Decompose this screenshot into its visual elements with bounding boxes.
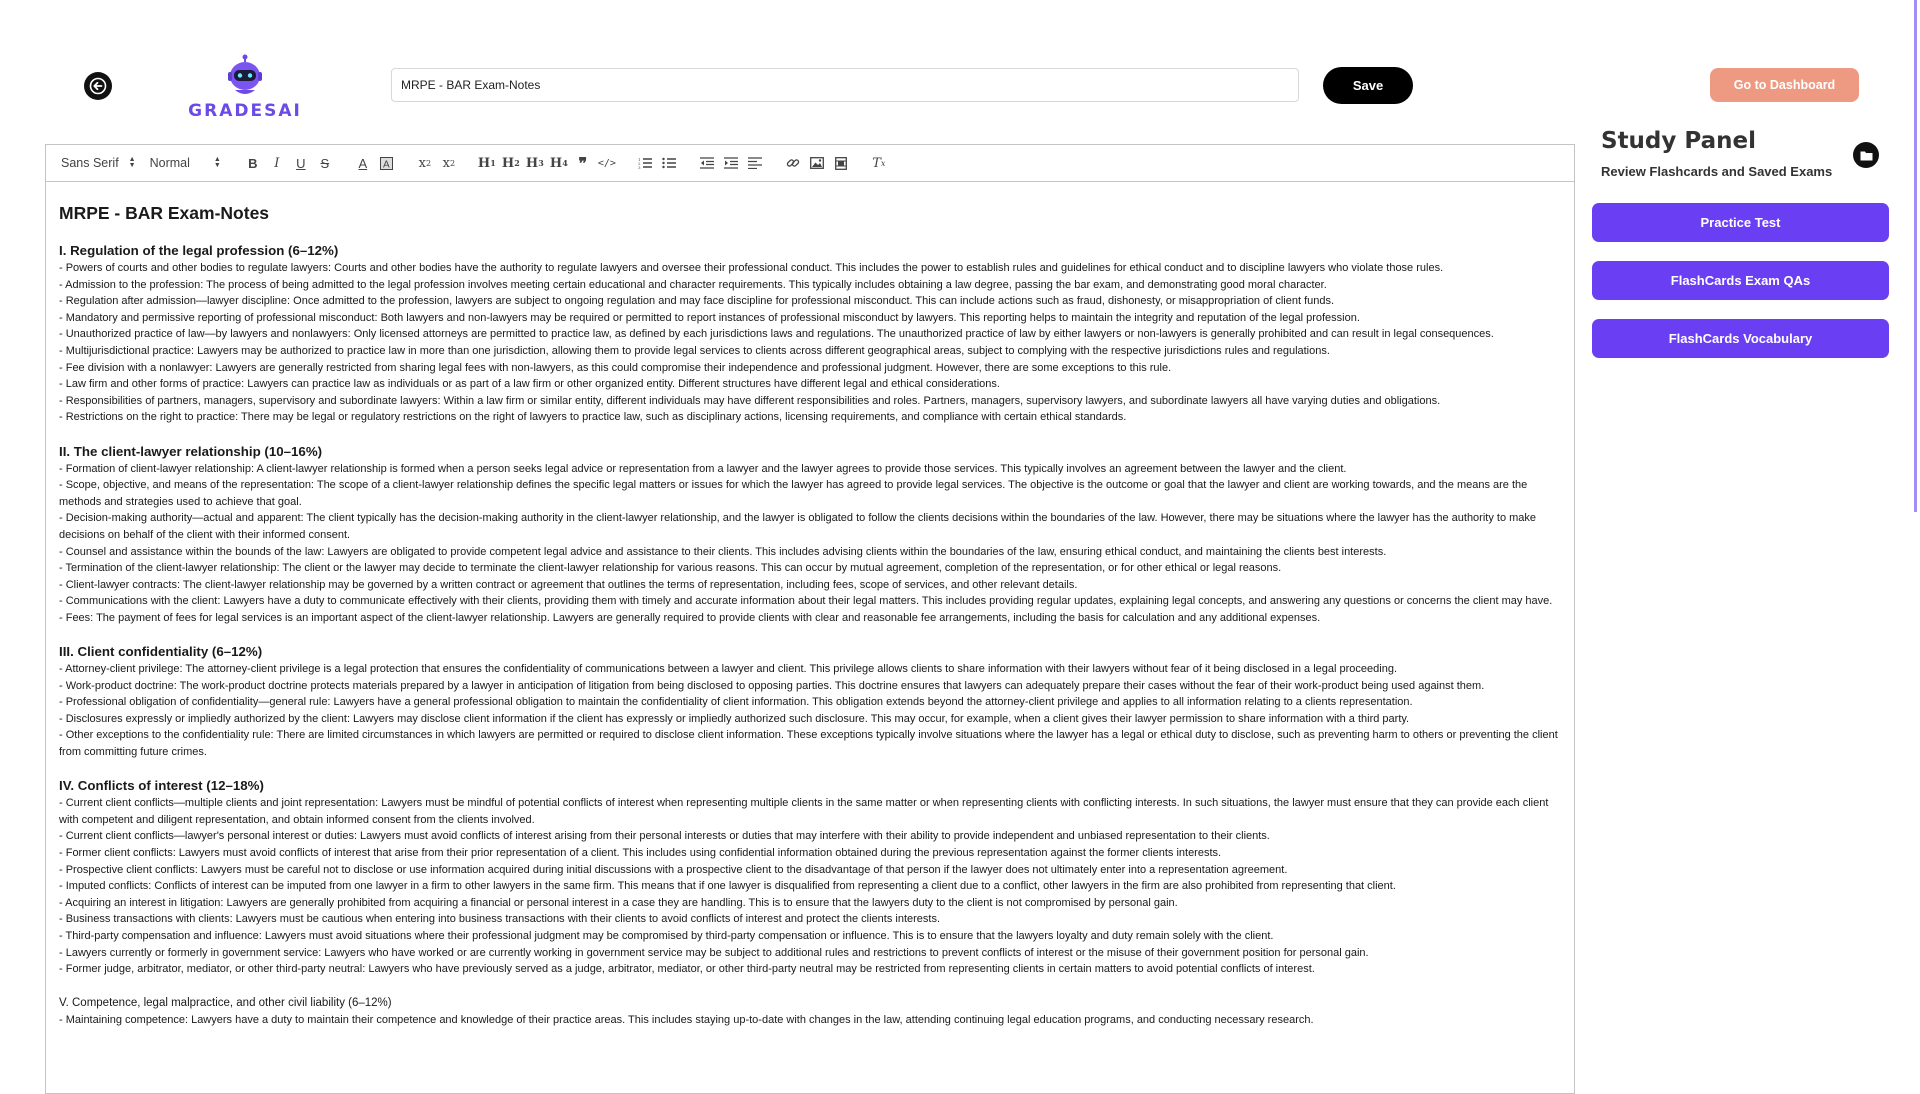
link-icon[interactable] (783, 152, 803, 174)
italic-icon[interactable]: I (274, 155, 280, 171)
svg-text:A: A (383, 159, 391, 170)
note-line: - Other exceptions to the confidentiality rule: There are limited circumstances in which lawyers are permitted or required to disclose client information. These exceptions typically involve situations where the lawyer has a legal or ethical duty to disclose, such as preventing harm to others or preventing the client from committing future crimes. (59, 729, 1558, 759)
flashcards-vocabulary-button[interactable]: FlashCards Vocabulary (1592, 319, 1889, 358)
note-line: - Powers of courts and other bodies to regulate lawyers: Courts and other bodies have the authority to regulate lawyers and oversee their professional conduct. This includes the power to establish rules and guidelines for ethical conduct and to discipline lawyers who violate those rules. (59, 262, 1444, 274)
svg-text:2: 2 (637, 161, 641, 166)
subscript-icon[interactable]: x 2 (442, 155, 456, 171)
background-color-icon[interactable] (377, 152, 397, 174)
gradesai-logo[interactable] (188, 54, 302, 121)
note-line: - Disclosures expressly or impliedly authorized by the client: Lawyers may disclose client information if the client has expressly or impliedly authorized such disclosure. This may occur, for example, when a client gives their lawyer permission to share information with a third party. (59, 712, 1410, 725)
note-line: - Multijurisdictional practice: Lawyers may be authorized to practice law in more than one jurisdiction, allowing them to provide legal services to clients across different geographical areas, subject to complying with the respective jurisdictions rules and regulations. (59, 344, 1330, 357)
study-panel-subtitle: Review Flashcards and Saved Exams (1601, 164, 1833, 179)
note-line: - Imputed conflicts: Conflicts of interest can be imputed from one lawyer in a firm to other lawyers in the same firm. This means that if one lawyer is disqualified from representing a client due to a conflict, other lawyers in the firm are also prohibited from representing that client. (59, 880, 1396, 893)
font-family-select[interactable] (61, 156, 136, 170)
document-title-input[interactable] (391, 68, 1299, 102)
ordered-list-icon[interactable] (635, 152, 655, 174)
h1-icon[interactable]: H 1 (477, 155, 496, 171)
flashcards-exam-qas-button[interactable]: FlashCards Exam QAs (1592, 261, 1889, 300)
practice-test-button[interactable]: Practice Test (1592, 203, 1889, 242)
study-panel-toggle[interactable] (1853, 142, 1879, 168)
note-line: - Admission to the profession: The process of being admitted to the legal profession involves meeting certain educational and character requirements. This typically includes obtaining a law degree, passing the bar exam, and demonstrating good moral character. (59, 278, 1327, 291)
page-scrollbar[interactable] (1914, 0, 1917, 512)
font-family-value: Sans Serif (61, 156, 119, 170)
video-icon[interactable] (831, 152, 851, 174)
note-line: - Current client conflicts—multiple clients and joint representation: Lawyers must be mindful of potential conflicts of interest when representing multiple clients in the same matter or when representing clients with conflicting interests. In such situations, the lawyer must ensure that they can provide each client with competent and diligent representation, and obtain informed consent from the clients involved. (59, 797, 1549, 826)
note-line: - Attorney-client privilege: The attorney-client privilege is a legal protection that ensures the confidentiality of communications between a lawyer and client. This privilege allows clients to share information with their lawyers without fear of it being disclosed in a legal proceeding. (59, 663, 1398, 676)
go-to-dashboard-button[interactable]: Go to Dashboard (1710, 68, 1859, 102)
logo-wordmark: GRADESAI (188, 101, 302, 121)
strike-icon[interactable]: S (320, 155, 330, 171)
clear-format-icon[interactable]: T x (872, 155, 886, 171)
note-line: - Business transactions with clients: Lawyers must be cautious when entering into business transactions with their clients to avoid conflicts of interest and protect the clients interests. (59, 913, 941, 926)
doc-section (59, 994, 1561, 1029)
save-button[interactable]: Save (1323, 67, 1413, 104)
editor-toolbar (46, 145, 1574, 182)
select-arrows-icon: ▲ ▼ (213, 156, 221, 169)
note-line: - Scope, objective, and means of the representation: The scope of a client-lawyer relationship defines the specific legal matters or issues for which the lawyer has agreed to provide legal services. The objective is the outcome or goal that the lawyer and client are working towards, and the means are the methods and strategies used to achieve that goal. (59, 479, 1528, 508)
note-line: - Responsibilities of partners, managers, supervisory and subordinate lawyers: Within a law firm or similar entity, different individuals may have different responsibilities and roles. Partners, managers, supervisory lawyers, and subordinate lawyers all have varying duties and obligations. (59, 394, 1441, 407)
note-line: - Third-party compensation and influence: Lawyers must avoid situations where their professional judgment may be compromised by third-party compensation or influence. This is to ensure that the lawyers loyalty and duty remain solely with the client. (59, 929, 1274, 942)
note-line: - Communications with the client: Lawyers have a duty to communicate effectively with their clients, providing them with timely and accurate information about their legal matters. This includes providing regular updates, explaining legal concepts, and answering any questions or concerns the client may have. (59, 595, 1553, 608)
note-line: - Fees: The payment of fees for legal services is an important aspect of the client-lawyer relationship. Lawyers are generally required to provide clients with clear and reasonable fee arrangements, including the basis for calculation and any additional expenses. (59, 611, 1321, 624)
note-line: - Former judge, arbitrator, mediator, or other third-party neutral: Lawyers who have previously served as a judge, arbitrator, mediator, or other third-party neutral may be restricted from representing clients in certain matters to avoid potential conflicts of interest. (59, 963, 1315, 976)
note-line: - Unauthorized practice of law—by lawyers and nonlawyers: Only licensed attorneys are permitted to practice law, as defined by each jurisdictions laws and regulations. The unauthorized practice of law by either lawyers or non-lawyers is generally prohibited and can result in legal consequences. (59, 328, 1494, 341)
bold-icon[interactable]: B (248, 155, 258, 171)
note-line: - Formation of client-lawyer relationship: A client-lawyer relationship is formed when a person seeks legal advice or representation from a lawyer and the lawyer agrees to provide those services. This typically involves an agreement between the lawyer and the client. (59, 462, 1347, 475)
note-line: - Maintaining competence: Lawyers have a duty to maintain their competence and knowledge of their practice areas. This includes staying up-to-date with changes in the law, attending continuing legal education programs, and conducting necessary research. (59, 1014, 1314, 1027)
superscript-icon[interactable]: x 2 (418, 155, 432, 171)
note-line: - Acquiring an interest in litigation: Lawyers are generally prohibited from acquiring a financial or personal interest in a case they are handling. This is to ensure that the lawyers duty to the client is not compromised by personal gain. (59, 896, 1178, 909)
note-line: - Current client conflicts—lawyer's personal interest or duties: Lawyers must avoid conflicts of interest arising from their personal interests or duties that may interfere with their ability to provide independent and unbiased representation to their clients. (59, 830, 1270, 843)
bullet-list-icon[interactable] (659, 152, 679, 174)
note-line: - Mandatory and permissive reporting of professional misconduct: Both lawyers and non-lawyers may be required or permitted to report instances of professional misconduct by lawyers. This reporting helps to maintain the integrity and reputation of the legal profession. (59, 311, 1360, 324)
underline-icon[interactable]: U (296, 155, 306, 171)
doc-section (59, 777, 1561, 978)
indent-icon[interactable] (721, 152, 741, 174)
section-heading: I. Regulation of the legal profession (6–12%) (59, 243, 339, 258)
rich-text-editor (45, 144, 1575, 1094)
editor-content[interactable] (46, 182, 1574, 1060)
note-line: - Termination of the client-lawyer relationship: The client or the lawyer may decide to terminate the client-lawyer relationship for various reasons. This can occur by mutual agreement, completion of the representation, or for other ethical or legal reasons. (59, 562, 1282, 575)
outdent-icon[interactable] (697, 152, 717, 174)
select-arrows-icon: ▲ ▼ (128, 156, 136, 169)
note-line: - Former client conflicts: Lawyers must avoid conflicts of interest that arise from their prior representation of a client. This includes using confidential information obtained during the previous representation against the former clients interests. (59, 847, 1222, 859)
note-line: - Law firm and other forms of practice: Lawyers can practice law as individuals or as part of a law firm or other organized entity. Different structures have different legal and ethical considerations. (59, 378, 1000, 391)
note-line: - Lawyers currently or formerly in government service: Lawyers who have worked or are currently working in government service may be subject to additional rules and restrictions to prevent conflicts of interest or the misuse of their government position for personal gain. (59, 946, 1369, 959)
doc-section (59, 443, 1561, 627)
note-line: - Restrictions on the right to practice: There may be legal or regulatory restrictions on the right of lawyers to practice law, such as disciplinary actions, licensing requirements, and compliance with certain ethical standards. (59, 411, 1127, 424)
note-line: - Regulation after admission—lawyer discipline: Once admitted to the profession, lawyers are subject to ongoing regulation and may face discipline for professional misconduct. This can include actions such as fraud, dishonesty, or misappropriation of client funds. (59, 295, 1335, 308)
note-line: - Professional obligation of confidentiality—general rule: Lawyers have a general professional obligation to maintain the confidentiality of client information. This obligation extends beyond the attorney-client privilege and applies to all information relating to a clients representation. (59, 696, 1413, 709)
section-heading: III. Client confidentiality (6–12%) (59, 644, 263, 660)
folder-icon (1860, 150, 1873, 161)
svg-text:3: 3 (637, 165, 641, 169)
section-heading: V. Competence, legal malpractice, and other civil liability (6–12%) (59, 997, 392, 1010)
note-line: - Work-product doctrine: The work-product doctrine protects materials prepared by a lawyer in anticipation of litigation from being disclosed to opposing parties. This doctrine ensures that lawyers can adequately prepare their cases without the fear of their work-product being used against them. (59, 679, 1485, 692)
note-line: - Fee division with a nonlawyer: Lawyers are generally restricted from sharing legal fees with non-lawyers, as this could compromise their independence and professional judgment. However, there are some exceptions to this rule. (59, 361, 1172, 374)
note-line: - Decision-making authority—actual and apparent: The client typically has the decision-making authority in the client-lawyer relationship, and the lawyer is obligated to follow the clients decisions within the boundaries of the law. However, there may be situations where the lawyer has the authority to make decisions on behalf of the client with their informed consent. (59, 512, 1537, 541)
font-size-value: Normal (149, 156, 190, 170)
doc-section (59, 643, 1561, 761)
section-heading: IV. Conflicts of interest (12–18%) (59, 778, 264, 794)
image-icon[interactable] (807, 152, 827, 174)
h2-icon[interactable]: H 2 (501, 155, 520, 171)
align-icon[interactable] (745, 152, 765, 174)
font-size-select[interactable] (150, 156, 221, 170)
doc-section (59, 242, 1561, 426)
section-heading: II. The client-lawyer relationship (10–16%) (59, 443, 323, 459)
code-block-icon[interactable]: </> (597, 157, 616, 169)
h4-icon[interactable]: H 4 (549, 155, 568, 171)
document-heading: MRPE - BAR Exam-Notes (59, 203, 270, 223)
font-color-icon[interactable]: A (358, 155, 368, 171)
svg-text:1: 1 (637, 157, 641, 162)
note-line: - Prospective client conflicts: Lawyers must be careful not to disclose or use information acquired during initial discussions with a prospective client to the disadvantage of that person if the lawyer does not ultimately enter into a representation agreement. (59, 863, 1288, 876)
note-line: - Client-lawyer contracts: The client-lawyer relationship may be governed by a written contract or agreement that outlines the terms of representation, including fees, scope of services, and other relevant details. (59, 578, 1078, 591)
h3-icon[interactable]: H 3 (525, 155, 544, 171)
blockquote-icon[interactable]: ❞ (578, 153, 588, 173)
robot-logo-icon (225, 54, 265, 98)
arrow-left-icon (89, 77, 107, 95)
study-panel-title: Study Panel (1601, 128, 1757, 154)
back-button[interactable] (84, 72, 112, 100)
note-line: - Counsel and assistance within the bounds of the law: Lawyers are obligated to provide competent legal advice and assistance to their clients. This includes advising clients within the boundaries of the law, ensuring ethical conduct, and maintaining the clients best interests. (59, 545, 1387, 558)
